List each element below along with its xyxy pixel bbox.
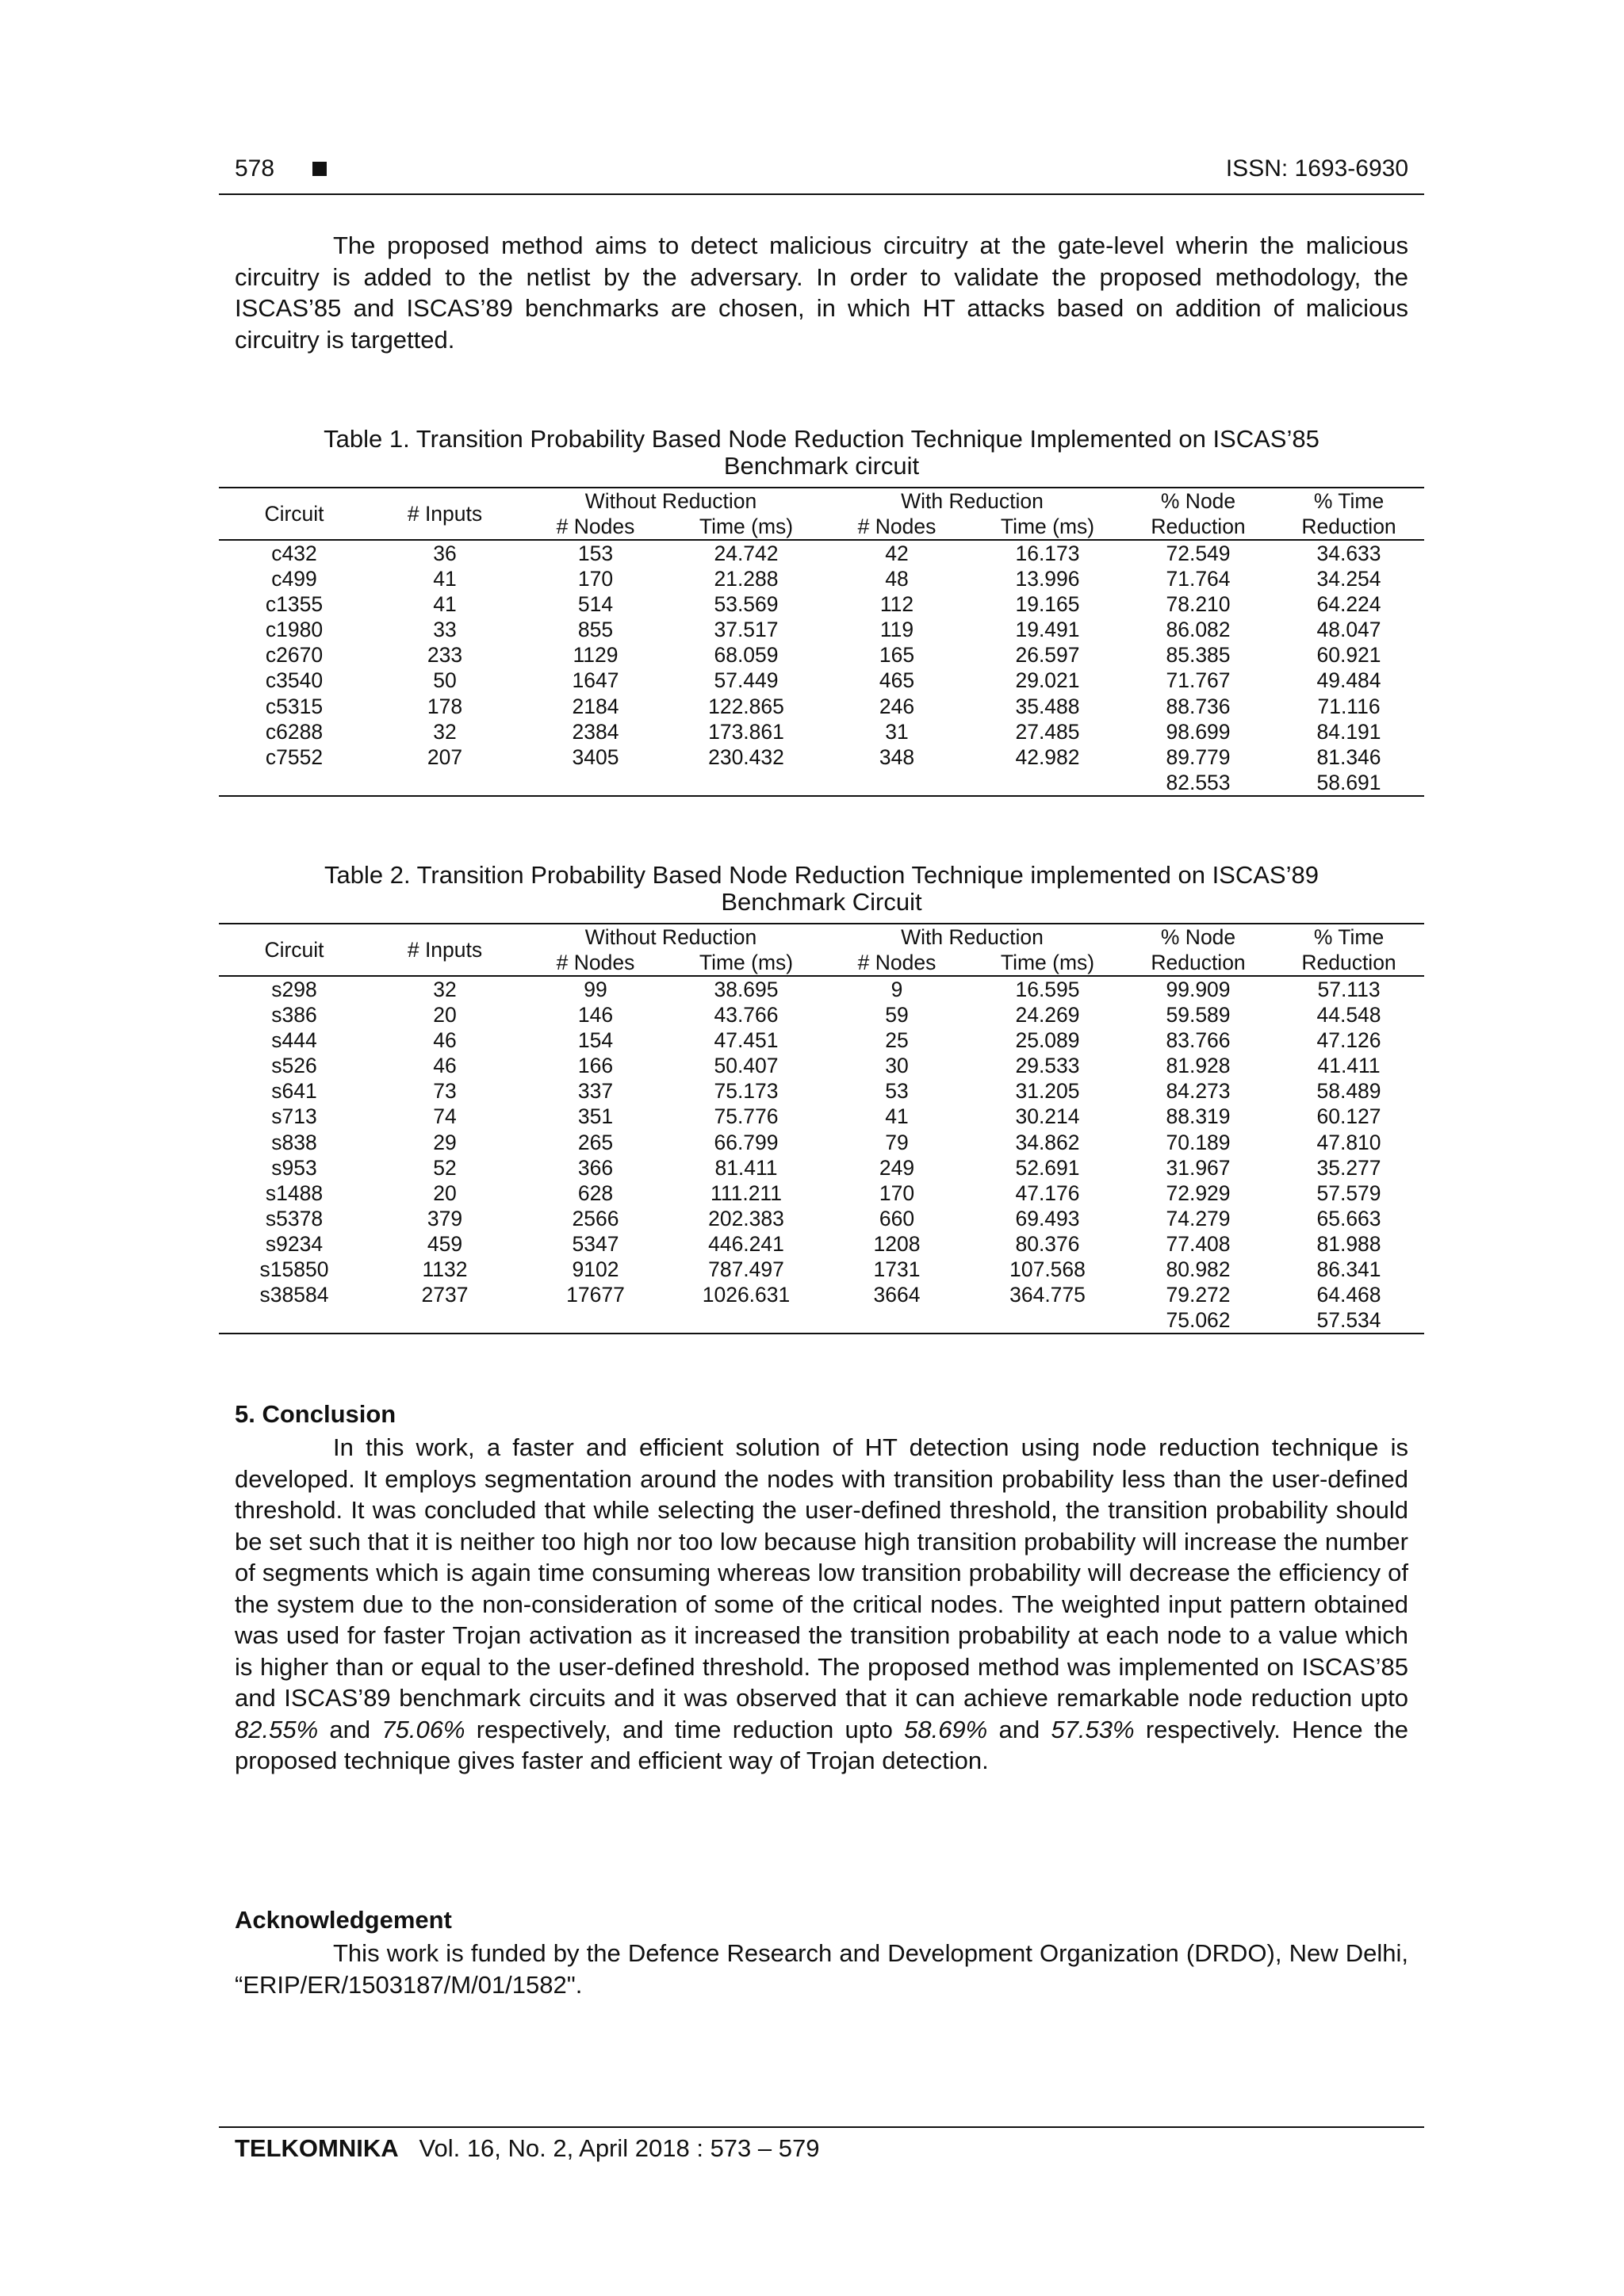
- cell-inputs: 207: [427, 744, 463, 769]
- cell-inputs: 2737: [421, 1283, 469, 1307]
- header-node-reduction: % Node: [1123, 488, 1274, 514]
- cell-time-without: 230.432: [708, 744, 784, 769]
- table1-avg-node-reduction: 82.553: [1123, 770, 1274, 796]
- cell-nodes-with: 30: [885, 1054, 909, 1078]
- cell-inputs: 20: [433, 1181, 457, 1205]
- cell-time-without: 24.742: [714, 541, 779, 565]
- cell-time-reduction: 57.579: [1316, 1181, 1381, 1205]
- cell-time-reduction: 47.126: [1316, 1028, 1381, 1053]
- cell-time-with: 13.996: [1015, 567, 1080, 591]
- cell-time-with: 16.595: [1015, 978, 1080, 1001]
- cell-time-without: 122.865: [708, 694, 784, 718]
- conclusion-and-2: and: [987, 1715, 1051, 1743]
- table1-caption: [235, 423, 1408, 482]
- cell-time-with: 25.089: [1015, 1028, 1080, 1053]
- acknowledgement-heading: Acknowledgement: [235, 1906, 452, 1934]
- table-row: [219, 540, 1424, 566]
- cell-circuit: s444: [271, 1028, 317, 1053]
- cell-inputs: 73: [433, 1079, 457, 1104]
- cell-circuit: s526: [271, 1054, 317, 1078]
- table-row: [219, 591, 1424, 617]
- cell-circuit: s1488: [265, 1181, 324, 1205]
- cell-time-reduction: 57.113: [1317, 978, 1381, 1001]
- cell-node-reduction: 31.967: [1166, 1155, 1231, 1180]
- header-node-reduction-2: Reduction: [1123, 950, 1274, 976]
- cell-time-without: 446.241: [708, 1231, 784, 1256]
- cell-nodes-without: 154: [577, 1028, 614, 1053]
- cell-inputs: 41: [433, 592, 457, 617]
- cell-time-with: 69.493: [1015, 1206, 1080, 1230]
- cell-nodes-without: 9102: [572, 1257, 619, 1282]
- cell-nodes-without: 514: [577, 592, 614, 617]
- cell-nodes-with: 119: [879, 618, 914, 642]
- cell-nodes-without: 337: [577, 1079, 614, 1104]
- cell-nodes-without: 2566: [572, 1206, 619, 1230]
- cell-inputs: 36: [433, 541, 457, 565]
- header-time: Time (ms): [671, 950, 822, 976]
- table-row: [219, 1078, 1424, 1104]
- cell-time-reduction: 44.548: [1316, 1003, 1381, 1027]
- cell-inputs: 52: [433, 1155, 457, 1180]
- cell-time-without: 21.288: [714, 567, 779, 591]
- cell-nodes-without: 351: [577, 1104, 614, 1129]
- time-reduction-85: 58.69%: [904, 1715, 988, 1743]
- cell-circuit: s953: [271, 1155, 317, 1180]
- table-row: [219, 1155, 1424, 1181]
- cell-time-with: 29.021: [1015, 668, 1080, 693]
- cell-time-reduction: 64.468: [1316, 1283, 1381, 1307]
- table-row: [219, 642, 1424, 668]
- header-circuit: Circuit: [219, 924, 370, 976]
- table1-average-row: [219, 770, 1424, 796]
- table-row: [219, 719, 1424, 744]
- table2-caption: [235, 859, 1408, 918]
- cell-nodes-with: 348: [879, 744, 915, 769]
- page-number: 578: [235, 155, 275, 182]
- header-time-reduction-2: Reduction: [1274, 514, 1424, 540]
- cell-inputs: 233: [427, 643, 463, 668]
- table-row: [219, 1257, 1424, 1282]
- cell-time-reduction: 58.489: [1316, 1079, 1381, 1104]
- cell-time-without: 202.383: [708, 1206, 784, 1230]
- cell-time-with: 27.485: [1015, 719, 1080, 744]
- cell-circuit: c3540: [265, 668, 324, 693]
- conclusion-text-3: respectively. Hence the proposed technique gives faster and efficient way of Trojan detection.: [235, 1715, 1409, 1774]
- cell-circuit: s9234: [265, 1231, 324, 1256]
- cell-time-without: 66.799: [714, 1130, 779, 1154]
- cell-time-with: 19.491: [1015, 618, 1080, 642]
- intro-paragraph: The proposed method aims to detect malicious circuitry at the gate-level wherin the malicious circuitry is added to the netlist by the adversary. In order to validate the proposed methodology, the ISCAS’85 and ISCAS’89 benchmarks are chosen, in which HT attacks based on addition of malicious circuitry is targetted.: [235, 232, 1408, 354]
- cell-circuit: s713: [271, 1104, 317, 1129]
- table2-caption-line1: Table 2. Transition Probability Based Node Reduction Technique implemented on ISCAS’89: [324, 861, 1319, 889]
- table2-avg-node-reduction: 75.062: [1123, 1307, 1274, 1334]
- cell-inputs: 50: [433, 668, 457, 693]
- cell-nodes-with: 465: [879, 668, 915, 693]
- cell-node-reduction: 71.764: [1166, 567, 1231, 591]
- table1-avg-time-reduction: 58.691: [1274, 770, 1424, 796]
- table-row: [219, 668, 1424, 693]
- cell-nodes-without: 2184: [572, 694, 619, 718]
- cell-time-reduction: 86.341: [1316, 1257, 1381, 1282]
- cell-nodes-with: 3664: [873, 1283, 921, 1307]
- header-without-reduction: Without Reduction: [520, 488, 822, 514]
- table-row: [219, 1027, 1424, 1053]
- cell-circuit: c1980: [265, 618, 324, 642]
- cell-time-without: 68.059: [714, 643, 779, 668]
- cell-time-without: 111.211: [710, 1181, 782, 1205]
- header-time: Time (ms): [972, 514, 1123, 540]
- cell-nodes-with: 1208: [873, 1231, 921, 1256]
- journal-details: Vol. 16, No. 2, April 2018 : 573 – 579: [419, 2134, 820, 2162]
- table2-body: [219, 976, 1424, 1334]
- cell-node-reduction: 79.272: [1166, 1283, 1231, 1307]
- cell-time-without: 38.695: [714, 978, 779, 1001]
- cell-time-with: 16.173: [1015, 541, 1080, 565]
- cell-nodes-with: 170: [879, 1181, 915, 1205]
- cell-time-reduction: 81.346: [1316, 744, 1381, 769]
- conclusion-heading: 5. Conclusion: [235, 1400, 396, 1428]
- cell-circuit: s15850: [259, 1257, 329, 1282]
- node-reduction-85: 82.55%: [235, 1715, 319, 1743]
- cell-node-reduction: 77.408: [1166, 1231, 1231, 1256]
- page-footer: [235, 2134, 819, 2163]
- cell-time-without: 81.411: [714, 1155, 778, 1180]
- header-node-reduction-2: Reduction: [1123, 514, 1274, 540]
- cell-time-reduction: 71.116: [1317, 694, 1381, 718]
- header-without-reduction: Without Reduction: [520, 924, 822, 950]
- cell-time-reduction: 35.277: [1316, 1155, 1381, 1180]
- square-bullet-icon: [312, 162, 327, 176]
- cell-node-reduction: 88.319: [1166, 1104, 1231, 1129]
- table-row: [219, 1130, 1424, 1155]
- cell-inputs: 33: [433, 618, 457, 642]
- cell-inputs: 1132: [422, 1257, 468, 1282]
- cell-time-with: 364.775: [1009, 1283, 1086, 1307]
- cell-nodes-without: 170: [577, 567, 614, 591]
- table-row: [219, 1181, 1424, 1206]
- cell-time-reduction: 60.921: [1316, 643, 1381, 668]
- cell-circuit: s38584: [259, 1283, 329, 1307]
- header-with-reduction: With Reduction: [822, 488, 1123, 514]
- cell-inputs: 459: [427, 1231, 463, 1256]
- cell-time-with: 19.165: [1015, 592, 1080, 617]
- cell-node-reduction: 81.928: [1166, 1054, 1231, 1078]
- cell-nodes-without: 3405: [572, 744, 619, 769]
- table2-avg-time-reduction: 57.534: [1274, 1307, 1424, 1334]
- cell-inputs: 32: [433, 719, 457, 744]
- cell-nodes-without: 99: [584, 978, 607, 1001]
- time-reduction-89: 57.53%: [1051, 1715, 1135, 1743]
- acknowledgement-paragraph: This work is funded by the Defence Research and Development Organization (DRDO), New Delhi, “ERIP/ER/1503187/M/01/1582".: [235, 1939, 1408, 1999]
- cell-nodes-without: 366: [577, 1155, 614, 1180]
- cell-circuit: c7552: [265, 744, 324, 769]
- cell-node-reduction: 89.779: [1166, 744, 1231, 769]
- table-row: [219, 1002, 1424, 1027]
- cell-node-reduction: 71.767: [1166, 668, 1231, 693]
- cell-circuit: c499: [271, 567, 317, 591]
- cell-time-with: 24.269: [1015, 1003, 1080, 1027]
- cell-time-with: 52.691: [1015, 1155, 1080, 1180]
- table2: [219, 923, 1424, 1334]
- header-time-reduction-2: Reduction: [1274, 950, 1424, 976]
- header-circuit: Circuit: [219, 488, 370, 540]
- table-row: [219, 1104, 1424, 1129]
- cell-node-reduction: 80.982: [1166, 1257, 1231, 1282]
- cell-node-reduction: 83.766: [1166, 1028, 1231, 1053]
- cell-nodes-without: 265: [577, 1130, 614, 1154]
- table1-caption-line2: Benchmark circuit: [723, 452, 920, 480]
- cell-circuit: c1355: [265, 592, 324, 617]
- cell-time-with: 80.376: [1015, 1231, 1080, 1256]
- cell-circuit: s386: [271, 1003, 317, 1027]
- cell-time-without: 53.569: [714, 592, 779, 617]
- cell-time-without: 57.449: [714, 668, 779, 693]
- cell-circuit: c6288: [265, 719, 324, 744]
- cell-node-reduction: 72.929: [1166, 1181, 1231, 1205]
- issn: ISSN: 1693-6930: [1225, 155, 1408, 182]
- cell-time-with: 42.982: [1015, 744, 1080, 769]
- cell-inputs: 379: [427, 1206, 463, 1230]
- cell-circuit: c2670: [265, 643, 324, 668]
- cell-nodes-without: 1129: [573, 643, 619, 668]
- table2-average-row: [219, 1307, 1424, 1334]
- cell-time-reduction: 81.988: [1316, 1231, 1381, 1256]
- cell-node-reduction: 98.699: [1166, 719, 1231, 744]
- header-rule: [219, 193, 1424, 195]
- cell-node-reduction: 59.589: [1166, 1003, 1231, 1027]
- cell-inputs: 178: [427, 694, 463, 718]
- cell-time-with: 31.205: [1015, 1079, 1080, 1104]
- cell-time-with: 35.488: [1015, 694, 1080, 718]
- cell-time-reduction: 65.663: [1316, 1206, 1381, 1230]
- cell-nodes-with: 1731: [873, 1257, 921, 1282]
- cell-nodes-with: 48: [885, 567, 909, 591]
- table-row: [219, 566, 1424, 591]
- cell-time-reduction: 64.224: [1316, 592, 1381, 617]
- cell-nodes-without: 2384: [572, 719, 619, 744]
- header-inputs: # Inputs: [370, 924, 520, 976]
- cell-circuit: s298: [271, 978, 317, 1001]
- cell-nodes-with: 59: [885, 1003, 909, 1027]
- cell-node-reduction: 85.385: [1166, 643, 1231, 668]
- cell-inputs: 46: [433, 1028, 457, 1053]
- cell-node-reduction: 86.082: [1166, 618, 1231, 642]
- cell-inputs: 46: [433, 1054, 457, 1078]
- table-row: [219, 1282, 1424, 1307]
- cell-time-reduction: 34.633: [1316, 541, 1381, 565]
- cell-time-without: 43.766: [714, 1003, 779, 1027]
- cell-nodes-without: 628: [577, 1181, 614, 1205]
- cell-node-reduction: 72.549: [1166, 541, 1231, 565]
- cell-time-with: 26.597: [1015, 643, 1080, 668]
- cell-circuit: c5315: [265, 694, 324, 718]
- cell-inputs: 20: [433, 1003, 457, 1027]
- cell-nodes-without: 855: [577, 618, 614, 642]
- cell-node-reduction: 78.210: [1166, 592, 1231, 617]
- cell-circuit: c432: [271, 541, 317, 565]
- table-row: [219, 1053, 1424, 1078]
- cell-nodes-with: 41: [885, 1104, 909, 1129]
- cell-nodes-without: 17677: [566, 1283, 625, 1307]
- cell-time-reduction: 84.191: [1316, 719, 1381, 744]
- conclusion-paragraph: [235, 1432, 1408, 1777]
- header-with-reduction: With Reduction: [822, 924, 1123, 950]
- header-node-reduction: % Node: [1123, 924, 1274, 950]
- cell-inputs: 74: [433, 1104, 457, 1129]
- header-time-reduction: % Time: [1274, 924, 1424, 950]
- cell-nodes-without: 1647: [572, 668, 619, 693]
- header-inputs: # Inputs: [370, 488, 520, 540]
- conclusion-text-1: In this work, a faster and efficient solution of HT detection using node reduction technique is developed. It employs segmentation around the nodes with transition probability less than the user-defined threshold. It was concluded that while selecting the user-defined threshold, the transition probability should be set such that it is neither too high nor too low because high transition probability will increase the number of segments which is again time consuming whereas low transition probability will decrease the efficiency of the system due to the non-consideration of some of the critical nodes. The weighted input pattern obtained was used for faster Trojan activation as it increased the transition probability at each node to a value which is higher than or equal to the user-defined threshold. The proposed method was implemented on ISCAS’85 and ISCAS’89 benchmark circuits and it was observed that it can achieve remarkable node reduction upto: [235, 1433, 1408, 1712]
- cell-time-without: 173.861: [708, 719, 784, 744]
- cell-time-with: 47.176: [1015, 1181, 1080, 1205]
- header-time: Time (ms): [972, 950, 1123, 976]
- table1-caption-line1: Table 1. Transition Probability Based Node Reduction Technique Implemented on ISCAS’85: [324, 425, 1320, 453]
- header-nodes: # Nodes: [822, 950, 972, 976]
- header-nodes: # Nodes: [520, 514, 671, 540]
- cell-nodes-with: 25: [885, 1028, 909, 1053]
- header-nodes: # Nodes: [822, 514, 972, 540]
- conclusion-and-1: and: [318, 1715, 382, 1743]
- cell-circuit: s641: [271, 1079, 317, 1104]
- table-row: [219, 1206, 1424, 1231]
- cell-time-reduction: 48.047: [1316, 618, 1381, 642]
- cell-inputs: 32: [433, 978, 457, 1001]
- table-row: [219, 976, 1424, 1002]
- cell-nodes-without: 146: [577, 1003, 614, 1027]
- cell-time-with: 29.533: [1015, 1054, 1080, 1078]
- cell-node-reduction: 99.909: [1166, 978, 1231, 1001]
- cell-nodes-with: 112: [879, 592, 914, 617]
- cell-circuit: s838: [271, 1130, 317, 1154]
- cell-time-reduction: 60.127: [1316, 1104, 1381, 1129]
- cell-time-without: 50.407: [714, 1054, 779, 1078]
- cell-node-reduction: 88.736: [1166, 694, 1231, 718]
- header-time-reduction: % Time: [1274, 488, 1424, 514]
- cell-time-reduction: 34.254: [1316, 567, 1381, 591]
- cell-time-without: 37.517: [714, 618, 779, 642]
- cell-time-without: 787.497: [708, 1257, 784, 1282]
- cell-nodes-without: 166: [577, 1054, 614, 1078]
- table1: [219, 487, 1424, 797]
- table2-caption-line2: Benchmark Circuit: [721, 888, 922, 916]
- node-reduction-89: 75.06%: [381, 1715, 465, 1743]
- cell-time-with: 34.862: [1015, 1130, 1080, 1154]
- cell-node-reduction: 74.279: [1166, 1206, 1231, 1230]
- cell-time-with: 30.214: [1015, 1104, 1080, 1129]
- cell-circuit: s5378: [265, 1206, 324, 1230]
- cell-node-reduction: 84.273: [1166, 1079, 1231, 1104]
- journal-name: TELKOMNIKA: [235, 2134, 399, 2162]
- cell-time-without: 1026.631: [702, 1283, 791, 1307]
- cell-nodes-with: 79: [885, 1130, 909, 1154]
- table-row: [219, 1231, 1424, 1257]
- cell-nodes-with: 31: [885, 719, 909, 744]
- header-nodes: # Nodes: [520, 950, 671, 976]
- cell-inputs: 29: [433, 1130, 457, 1154]
- cell-nodes-with: 53: [885, 1079, 909, 1104]
- cell-node-reduction: 70.189: [1166, 1130, 1231, 1154]
- cell-inputs: 41: [433, 567, 457, 591]
- cell-time-with: 107.568: [1009, 1257, 1086, 1282]
- footer-rule: [219, 2126, 1424, 2128]
- cell-nodes-with: 9: [891, 978, 903, 1001]
- conclusion-text-2: respectively, and time reduction upto: [465, 1715, 905, 1743]
- cell-time-without: 75.173: [714, 1079, 779, 1104]
- cell-nodes-with: 246: [879, 694, 915, 718]
- table1-body: [219, 540, 1424, 796]
- cell-nodes-with: 660: [879, 1206, 915, 1230]
- cell-time-reduction: 41.411: [1317, 1054, 1381, 1078]
- table-row: [219, 694, 1424, 719]
- header-time: Time (ms): [671, 514, 822, 540]
- cell-nodes-with: 165: [879, 643, 915, 668]
- cell-nodes-without: 5347: [572, 1231, 619, 1256]
- cell-time-reduction: 49.484: [1316, 668, 1381, 693]
- table-row: [219, 744, 1424, 770]
- cell-time-without: 47.451: [714, 1028, 779, 1053]
- page-header: [235, 155, 1408, 197]
- cell-time-without: 75.776: [714, 1104, 779, 1129]
- table-row: [219, 617, 1424, 642]
- cell-time-reduction: 47.810: [1316, 1130, 1381, 1154]
- cell-nodes-with: 42: [885, 541, 909, 565]
- cell-nodes-with: 249: [879, 1155, 915, 1180]
- cell-nodes-without: 153: [577, 541, 614, 565]
